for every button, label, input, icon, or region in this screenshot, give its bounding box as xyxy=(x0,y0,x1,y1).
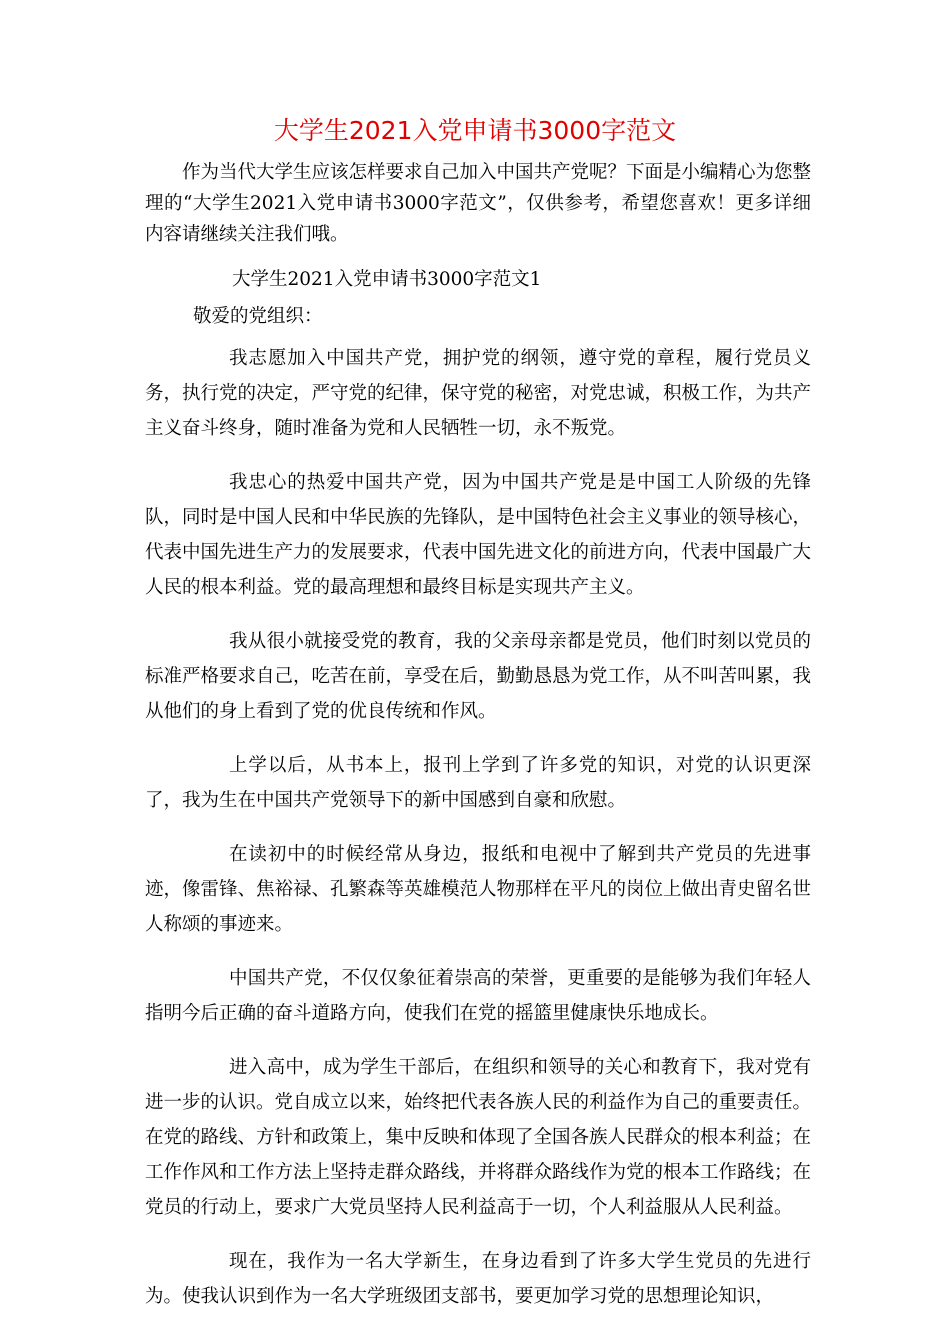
body-paragraph: 我忠心的热爱中国共产党，因为中国共产党是是中国工人阶级的先锋队，同时是中国人民和中华民族的先锋队，是中国特色社会主义事业的领导核心，代表中国先进生产力的发展要求，代表中国先进文化的前进方向，代表中国最广大人民的根本利益。党的最高理想和最终目标是实现共产主义。 xyxy=(145,472,812,598)
body-paragraph: 中国共产党，不仅仅象征着崇高的荣誉，更重要的是能够为我们年轻人指明今后正确的奋斗道路方向，使我们在党的摇篮里健康快乐地成长。 xyxy=(145,968,811,1024)
letter-body xyxy=(145,341,811,1333)
section-subtitle: 大学生2021入党申请书3000字范文1 xyxy=(232,269,542,290)
document-title: 大学生2021入党申请书3000字范文 xyxy=(273,116,677,145)
salutation: 敬爱的党组织： xyxy=(193,306,323,327)
body-paragraph: 我志愿加入中国共产党，拥护党的纲领，遵守党的章程，履行党员义务，执行党的决定，严守党的纪律，保守党的秘密，对党忠诚，积极工作，为共产主义奋斗终身，随时准备为党和人民牺牲一切，永不叛党。 xyxy=(145,348,812,439)
body-paragraph: 进入高中，成为学生干部后，在组织和领导的关心和教育下，我对党有进一步的认识。党自成立以来，始终把代表各族人民的利益作为自己的重要责任。在党的路线、方针和政策上，集中反映和体现了全国各族人民群众的根本利益；在工作作风和工作方法上坚持走群众路线，并将群众路线作为党的根本工作路线；在党员的行动上，要求广大党员坚持人民利益高于一切，个人利益服从人民利益。 xyxy=(145,1057,812,1218)
body-paragraph: 在读初中的时候经常从身边，报纸和电视中了解到共产党员的先进事迹，像雷锋、焦裕禄、孔繁森等英雄模范人物那样在平凡的岗位上做出青史留名世人称颂的事迹来。 xyxy=(145,844,812,935)
body-paragraph: 现在，我作为一名大学新生，在身边看到了许多大学生党员的先进行为。使我认识到作为一名大学班级团支部书，要更加学习党的思想理论知识， xyxy=(145,1251,811,1307)
body-paragraph: 我从很小就接受党的教育，我的父亲母亲都是党员，他们时刻以党员的标准严格要求自己，吃苦在前，享受在后，勤勤恳恳为党工作，从不叫苦叫累，我从他们的身上看到了党的优良传统和作风。 xyxy=(145,631,812,722)
intro-paragraph: 作为当代大学生应该怎样要求自己加入中国共产党呢？下面是小编精心为您整理的“大学生2021入党申请书3000字范文”，仅供参考，希望您喜欢！更多详细内容请继续关注我们哦。 xyxy=(145,162,812,245)
body-paragraph: 上学以后，从书本上，报刊上学到了许多党的知识，对党的认识更深了，我为生在中国共产党领导下的新中国感到自豪和欣慰。 xyxy=(145,755,811,811)
